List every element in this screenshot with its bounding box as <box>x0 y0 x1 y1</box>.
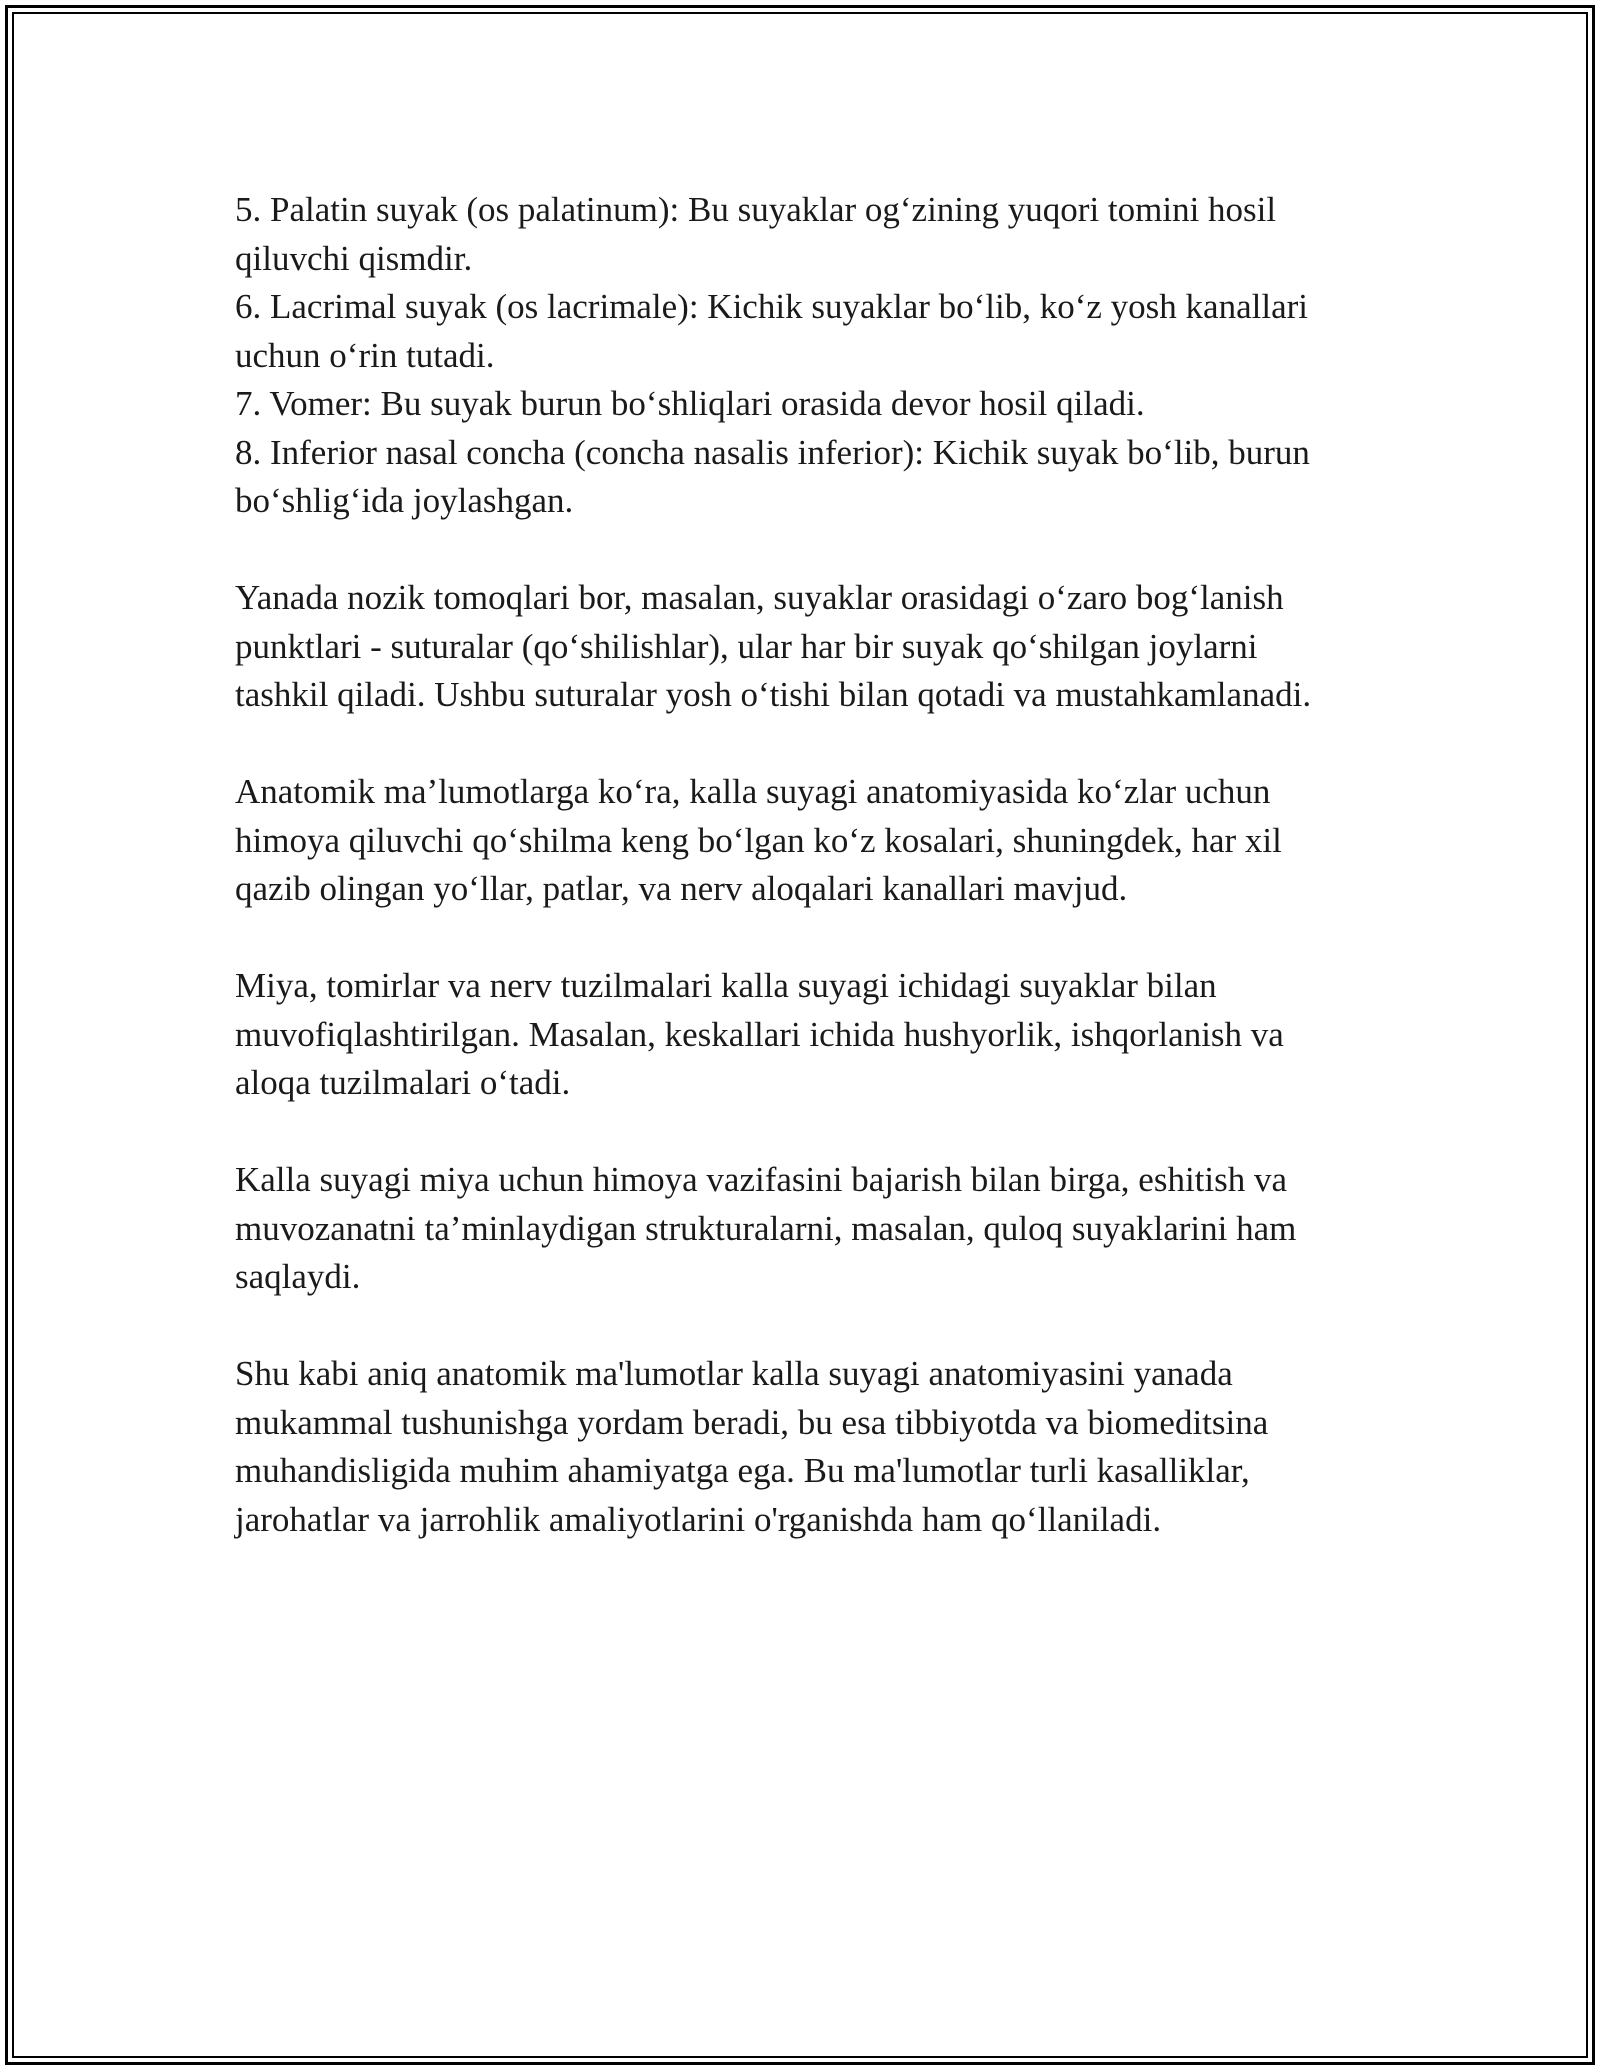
bone-list <box>235 186 1415 526</box>
text-line: muvofiqlashtirilgan. Masalan, keskallari ichida hushyorlik, ishqorlanish va <box>235 1014 1284 1054</box>
text-line: 7. Vomer: Bu suyak burun bo‘shliqlari orasida devor hosil qiladi. <box>235 384 1145 423</box>
text-line: Yanada nozik tomoqlari bor, masalan, suyaklar orasidagi o‘zaro bog‘lanish <box>235 578 1284 617</box>
paragraph-protection <box>235 1156 1415 1302</box>
text-line: 6. Lacrimal suyak (os lacrimale): Kichik suyaklar bo‘lib, ko‘z yosh kanallari <box>235 287 1308 326</box>
text-line: Shu kabi aniq anatomik ma'lumotlar kalla suyagi anatomiyasini yanada <box>235 1354 1233 1393</box>
text-line: qazib olingan yo‘llar, patlar, va nerv aloqalari kanallari mavjud. <box>235 869 1128 908</box>
text-line: 8. Inferior nasal concha (concha nasalis inferior): Kichik suyak bo‘lib, burun <box>235 432 1310 472</box>
document-body <box>235 186 1415 1544</box>
list-item <box>235 283 1415 380</box>
text-line: tashkil qiladi. Ushbu suturalar yosh o‘tishi bilan qotadi va mustahkamlanadi. <box>235 675 1312 714</box>
list-item <box>235 429 1415 526</box>
text-line: himoya qiluvchi qo‘shilma keng bo‘lgan ko‘z kosalari, shuningdek, har xil <box>235 820 1282 860</box>
text-line: Miya, tomirlar va nerv tuzilmalari kalla suyagi ichidagi suyaklar bilan <box>235 966 1217 1005</box>
text-line: Kalla suyagi miya uchun himoya vazifasini bajarish bilan birga, eshitish va <box>235 1160 1288 1199</box>
paragraph-brain-vessels <box>235 962 1415 1108</box>
text-line: Anatomik ma’lumotlarga ko‘ra, kalla suyagi anatomiyasida ko‘zlar uchun <box>235 772 1271 811</box>
paragraph-sutures <box>235 574 1415 720</box>
paragraph-conclusion <box>235 1350 1415 1544</box>
paragraph-orbits <box>235 768 1415 914</box>
text-line: 5. Palatin suyak (os palatinum): Bu suyaklar og‘zining yuqori tomini hosil <box>235 190 1277 229</box>
text-line: jarohatlar va jarrohlik amaliyotlarini o'rganishda ham qo‘llaniladi. <box>235 1499 1162 1539</box>
text-line: mukammal tushunishga yordam beradi, bu esa tibbiyotda va biomeditsina <box>235 1402 1269 1442</box>
text-line: muhandisligida muhim ahamiyatga ega. Bu ma'lumotlar turli kasalliklar, <box>235 1451 1250 1490</box>
text-line: saqlaydi. <box>235 1257 361 1296</box>
text-line: uchun o‘rin tutadi. <box>235 335 495 375</box>
text-line: qiluvchi qismdir. <box>235 238 473 278</box>
text-line: muvozanatni ta’minlaydigan strukturalarni, masalan, quloq suyaklarini ham <box>235 1208 1297 1248</box>
list-item <box>235 186 1415 283</box>
text-line: bo‘shlig‘ida joylashgan. <box>235 481 574 520</box>
text-line: aloqa tuzilmalari o‘tadi. <box>235 1063 571 1102</box>
list-item <box>235 380 1415 429</box>
text-line: punktlari - suturalar (qo‘shilishlar), ular har bir suyak qo‘shilgan joylarni <box>235 626 1258 666</box>
